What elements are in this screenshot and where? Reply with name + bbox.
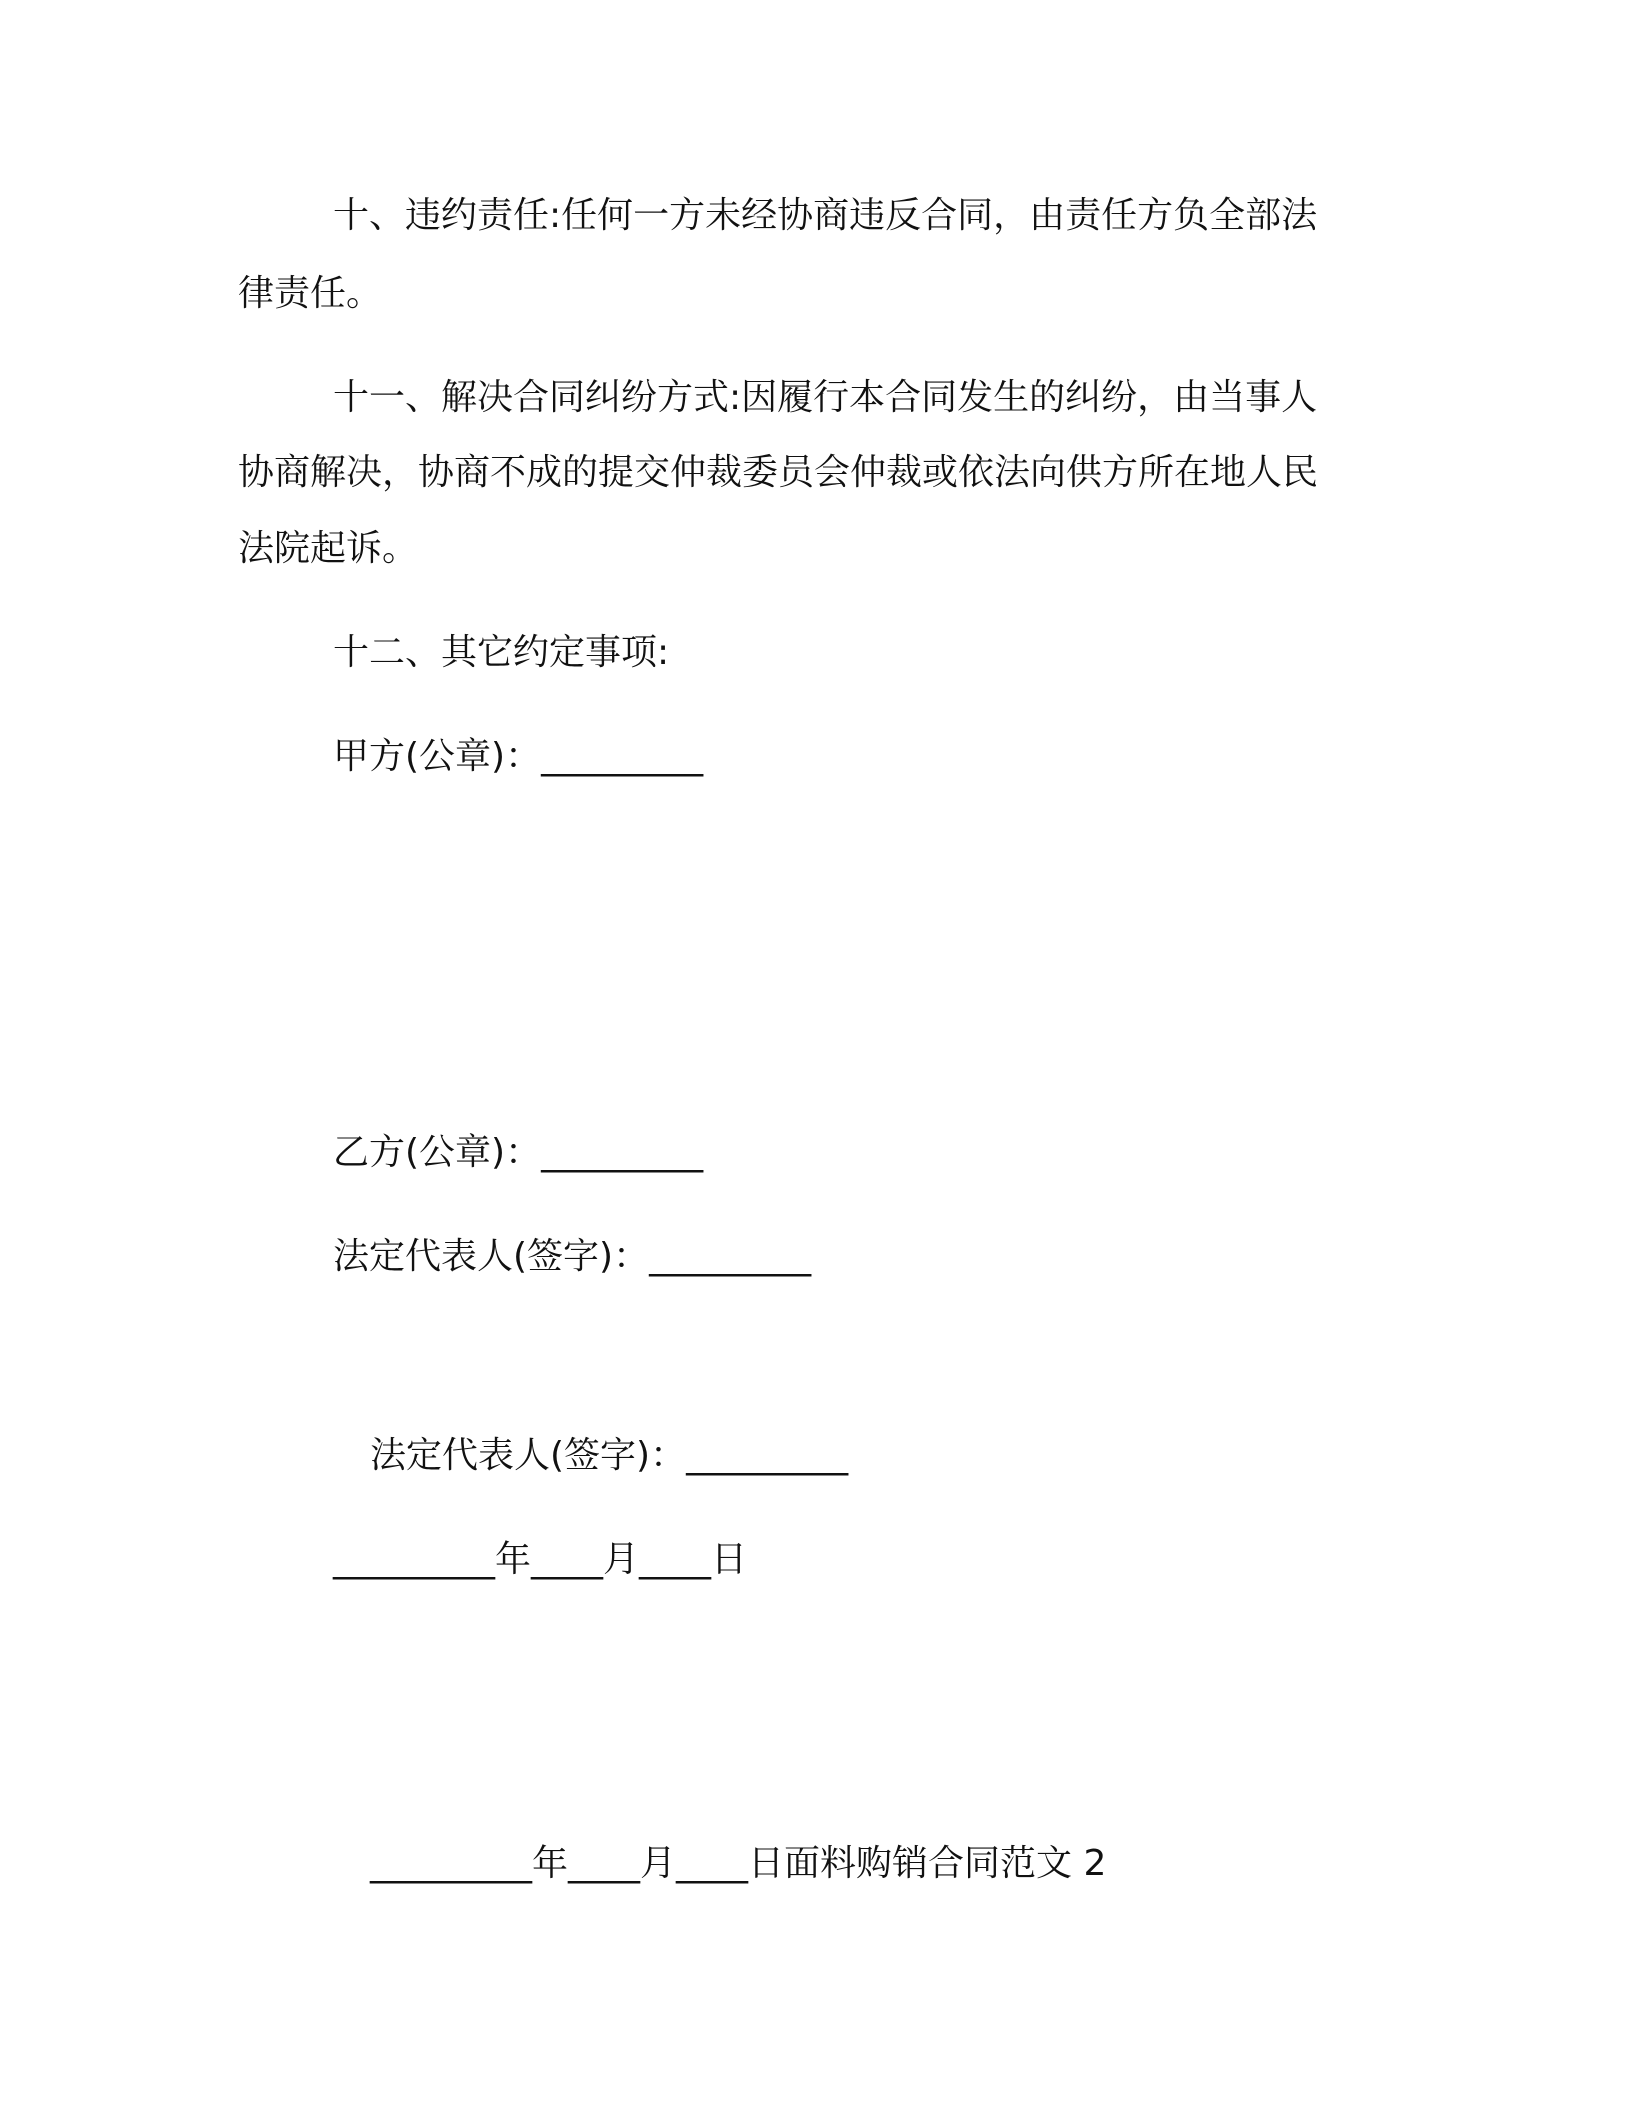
clause-12-line-1: 十二、其它约定事项: <box>333 632 670 673</box>
clause-11-line-2: 协商解决，协商不成的提交仲裁委员会仲裁或依法向供方所在地人民 <box>238 452 1319 493</box>
next-document-date-title: _________年____月____日面料购销合同范文 2 <box>370 1843 1107 1884</box>
party-b-seal-field: 乙方(公章)：_________ <box>333 1132 704 1173</box>
clause-11-line-1: 十一、解决合同纠纷方式:因履行本合同发生的纠纷，由当事人 <box>333 377 1318 418</box>
legal-representative-signature-field-2: 法定代表人(签字)：_________ <box>370 1435 849 1476</box>
legal-representative-signature-field: 法定代表人(签字)：_________ <box>333 1236 812 1277</box>
clause-11-line-3: 法院起诉。 <box>238 528 419 569</box>
party-a-seal-field: 甲方(公章)：_________ <box>333 736 704 777</box>
clause-10-line-2: 律责任。 <box>238 273 383 314</box>
signing-date-field: _________年____月____日 <box>333 1539 747 1580</box>
clause-10-line-1: 十、违约责任:任何一方未经协商违反合同，由责任方负全部法 <box>333 195 1318 236</box>
